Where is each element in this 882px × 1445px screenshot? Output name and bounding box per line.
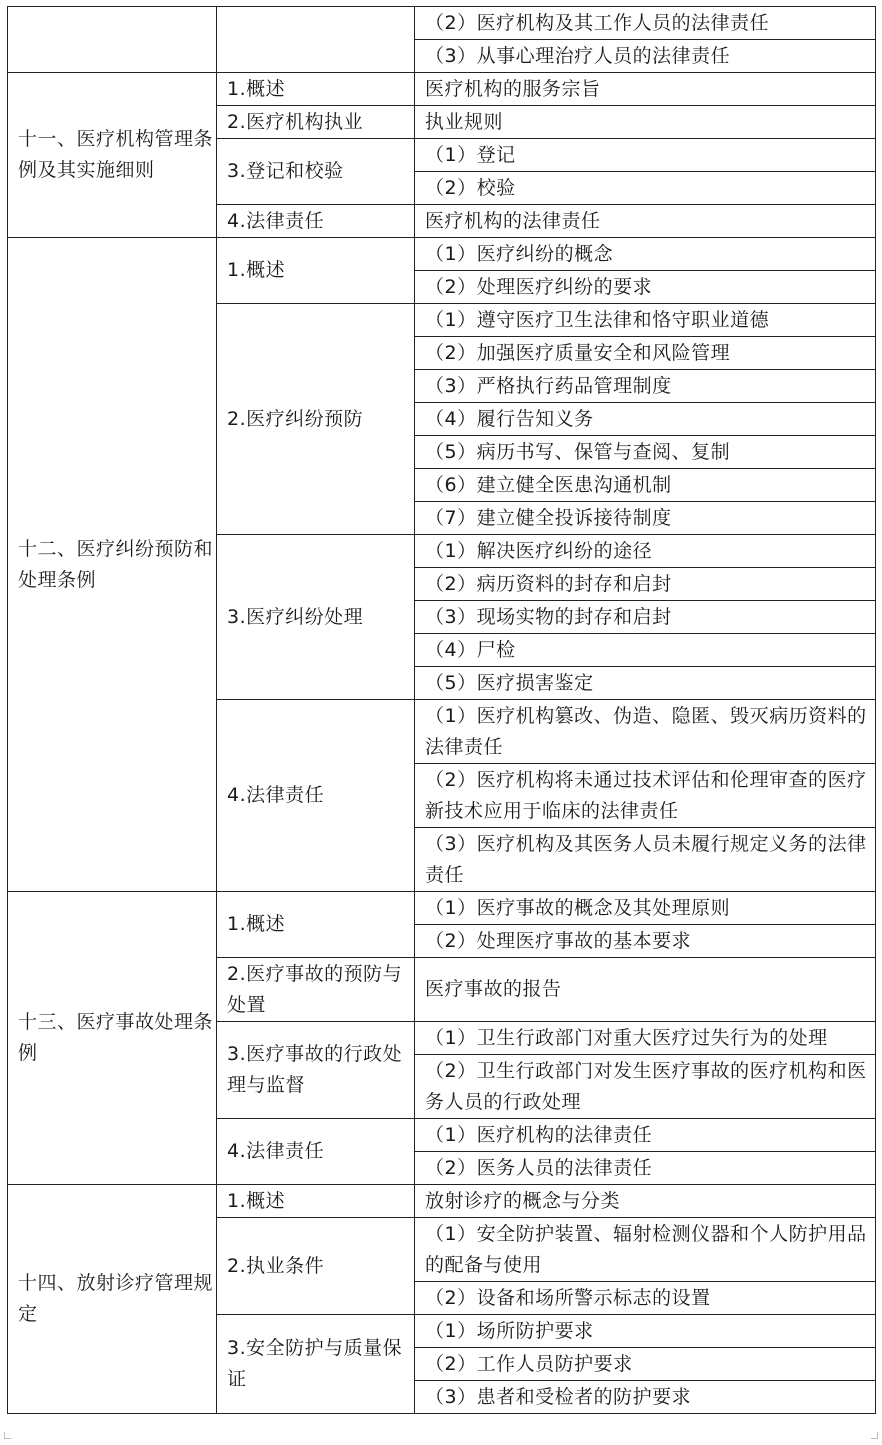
topic-item: （2）医疗机构及其工作人员的法律责任 xyxy=(415,7,876,40)
topic-item: （1）医疗事故的概念及其处理原则 xyxy=(415,892,876,925)
topic-name: 2.医疗事故的预防与处置 xyxy=(217,958,415,1022)
table-row xyxy=(8,892,876,925)
topic-name: 3.医疗事故的行政处理与监督 xyxy=(217,1022,415,1119)
topic-name: 2.医疗机构执业 xyxy=(217,106,415,139)
topic-item: （2）医疗机构将未通过技术评估和伦理审查的医疗新技术应用于临床的法律责任 xyxy=(415,764,876,828)
table-row xyxy=(8,73,876,106)
corner-mark xyxy=(4,1432,11,1439)
table-row xyxy=(8,238,876,271)
topic-name: 1.概述 xyxy=(217,1185,415,1218)
topic-item: （3）从事心理治疗人员的法律责任 xyxy=(415,40,876,73)
corner-mark xyxy=(871,1432,878,1439)
section-title xyxy=(8,7,217,73)
topic-item: （2）设备和场所警示标志的设置 xyxy=(415,1282,876,1315)
topic-item: （1）医疗机构篡改、伪造、隐匿、毁灭病历资料的法律责任 xyxy=(415,700,876,764)
topic-name: 2.执业条件 xyxy=(217,1218,415,1315)
topic-item: （5）医疗损害鉴定 xyxy=(415,667,876,700)
topic-item: （3）严格执行药品管理制度 xyxy=(415,370,876,403)
topic-item: （3）患者和受检者的防护要求 xyxy=(415,1381,876,1414)
topic-item: （3）现场实物的封存和启封 xyxy=(415,601,876,634)
topic-name: 2.医疗纠纷预防 xyxy=(217,304,415,535)
topic-item: （2）处理医疗纠纷的要求 xyxy=(415,271,876,304)
topic-item: （2）校验 xyxy=(415,172,876,205)
topic-name: 3.安全防护与质量保证 xyxy=(217,1315,415,1414)
topic-item: 医疗机构的法律责任 xyxy=(415,205,876,238)
topic-item: （1）安全防护装置、辐射检测仪器和个人防护用品的配备与使用 xyxy=(415,1218,876,1282)
topic-item: （6）建立健全医患沟通机制 xyxy=(415,469,876,502)
topic-item: （2）医务人员的法律责任 xyxy=(415,1152,876,1185)
section-title: 十四、放射诊疗管理规定 xyxy=(8,1185,217,1414)
topic-item: （1）医疗纠纷的概念 xyxy=(415,238,876,271)
topic-name: 1.概述 xyxy=(217,238,415,304)
topic-item: 执业规则 xyxy=(415,106,876,139)
section-title: 十二、医疗纠纷预防和处理条例 xyxy=(8,238,217,892)
topic-item: （2）加强医疗质量安全和风险管理 xyxy=(415,337,876,370)
section-title: 十一、医疗机构管理条例及其实施细则 xyxy=(8,73,217,238)
topic-name: 4.法律责任 xyxy=(217,1119,415,1185)
table-row xyxy=(8,7,876,40)
topic-name: 1.概述 xyxy=(217,73,415,106)
topic-item: （1）登记 xyxy=(415,139,876,172)
table-row xyxy=(8,1185,876,1218)
topic-name xyxy=(217,7,415,73)
topic-item: （1）解决医疗纠纷的途径 xyxy=(415,535,876,568)
topic-item: （1）卫生行政部门对重大医疗过失行为的处理 xyxy=(415,1022,876,1055)
topic-item: （2）卫生行政部门对发生医疗事故的医疗机构和医务人员的行政处理 xyxy=(415,1055,876,1119)
topic-name: 3.登记和校验 xyxy=(217,139,415,205)
topic-item: （1）遵守医疗卫生法律和恪守职业道德 xyxy=(415,304,876,337)
topic-item: （5）病历书写、保管与查阅、复制 xyxy=(415,436,876,469)
topic-item: （3）医疗机构及其医务人员未履行规定义务的法律责任 xyxy=(415,828,876,892)
topic-item: （2）工作人员防护要求 xyxy=(415,1348,876,1381)
topic-item: （1）医疗机构的法律责任 xyxy=(415,1119,876,1152)
syllabus-body xyxy=(8,7,876,1414)
syllabus-table xyxy=(7,6,876,1414)
topic-item: （2）处理医疗事故的基本要求 xyxy=(415,925,876,958)
topic-item: 放射诊疗的概念与分类 xyxy=(415,1185,876,1218)
topic-item: （1）场所防护要求 xyxy=(415,1315,876,1348)
topic-name: 4.法律责任 xyxy=(217,700,415,892)
topic-name: 1.概述 xyxy=(217,892,415,958)
topic-name: 4.法律责任 xyxy=(217,205,415,238)
topic-name: 3.医疗纠纷处理 xyxy=(217,535,415,700)
topic-item: （7）建立健全投诉接待制度 xyxy=(415,502,876,535)
topic-item: 医疗事故的报告 xyxy=(415,958,876,1022)
topic-item: （2）病历资料的封存和启封 xyxy=(415,568,876,601)
section-title: 十三、医疗事故处理条例 xyxy=(8,892,217,1185)
topic-item: （4）履行告知义务 xyxy=(415,403,876,436)
topic-item: （4）尸检 xyxy=(415,634,876,667)
topic-item: 医疗机构的服务宗旨 xyxy=(415,73,876,106)
